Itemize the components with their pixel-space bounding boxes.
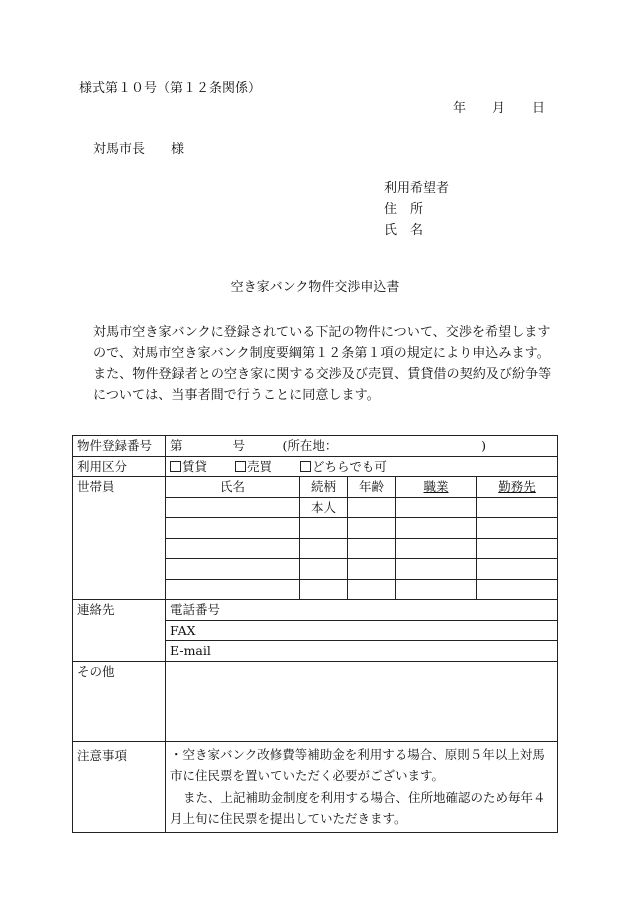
applicant-name-label[interactable]: 氏 名 <box>384 223 424 238</box>
applicant-address-label[interactable]: 住 所 <box>384 202 424 217</box>
addressee-honorific: 様 <box>171 142 185 157</box>
date-day-label: 日 <box>532 101 546 116</box>
other-row <box>73 661 558 741</box>
document-title: 空き家バンク物件交渉申込書 <box>230 280 400 295</box>
notes-label: 注意事項 <box>73 741 166 832</box>
applicant-label: 利用希望者 <box>384 181 450 196</box>
body-paragraph-2: また、物件登録者との空き家に関する交渉及び売買、賃貸借の契約及び紛争等については、当事者間で行うことに同意します。 <box>93 367 552 403</box>
household-cell[interactable] <box>348 538 396 559</box>
usage-option-sale[interactable]: 売買 <box>235 459 272 474</box>
household-cell[interactable] <box>166 518 300 539</box>
household-header-relation: 続柄 <box>300 477 348 498</box>
household-cell[interactable] <box>300 579 348 600</box>
household-cell[interactable] <box>396 518 477 539</box>
notes-content <box>166 741 558 832</box>
addressee-name: 対馬市長 <box>93 142 146 157</box>
usage-option-rent[interactable]: 賃貸 <box>170 459 207 474</box>
household-cell[interactable] <box>348 559 396 580</box>
notes-item-2: また、上記補助金制度を利用する場合、住所地確認のため毎年４月上旬に住民票を提出していただきます。 <box>170 789 546 826</box>
household-header-name: 氏名 <box>166 477 300 498</box>
household-cell[interactable] <box>166 559 300 580</box>
household-cell[interactable] <box>477 497 558 518</box>
household-cell[interactable] <box>166 579 300 600</box>
usage-row <box>73 456 558 477</box>
household-cell[interactable] <box>166 497 300 518</box>
date-year-label: 年 <box>453 101 467 116</box>
body-paragraph-1: 対馬市空き家バンクに登録されている下記の物件について、交渉を希望しますので、対馬市空き家バンク制度要綱第１２条第１項の規定により申込みます。 <box>93 325 551 361</box>
household-cell[interactable] <box>300 518 348 539</box>
household-header-workplace: 勤務先 <box>477 477 558 498</box>
household-cell[interactable] <box>348 518 396 539</box>
form-number: 様式第１０号（第１２条関係） <box>79 81 262 96</box>
household-cell[interactable] <box>300 559 348 580</box>
household-cell[interactable] <box>348 579 396 600</box>
usage-options <box>166 456 558 477</box>
applicant-block <box>384 178 449 241</box>
checkbox-icon[interactable] <box>170 461 181 472</box>
date-month-label: 月 <box>492 101 506 116</box>
checkbox-icon[interactable] <box>300 461 311 472</box>
household-cell[interactable] <box>396 538 477 559</box>
other-field[interactable] <box>166 661 558 741</box>
usage-option-either[interactable]: どちらでも可 <box>300 459 387 474</box>
application-form-table <box>72 435 558 833</box>
other-label: その他 <box>73 661 166 741</box>
contact-email-field[interactable]: E-mail <box>166 641 558 662</box>
property-number-label: 物件登録番号 <box>73 436 166 457</box>
household-cell[interactable] <box>396 559 477 580</box>
addressee <box>93 138 184 157</box>
household-cell[interactable] <box>300 538 348 559</box>
notes-item-1: ・空き家バンク改修費等補助金を利用する場合、原則５年以上対馬市に住民票を置いていただく必要がございます。 <box>170 746 545 783</box>
household-header-occupation: 職業 <box>396 477 477 498</box>
contact-row-phone <box>73 600 558 621</box>
household-cell[interactable] <box>477 538 558 559</box>
household-relation-self: 本人 <box>300 497 348 518</box>
notes-row <box>73 741 558 832</box>
household-cell[interactable] <box>477 559 558 580</box>
contact-fax-field[interactable]: FAX <box>166 620 558 641</box>
date-line <box>453 97 545 116</box>
household-label: 世帯員 <box>73 477 166 600</box>
property-number-row <box>73 436 558 457</box>
household-cell[interactable] <box>477 579 558 600</box>
household-cell[interactable] <box>396 579 477 600</box>
household-header-age: 年齢 <box>348 477 396 498</box>
body-text <box>80 322 556 406</box>
checkbox-icon[interactable] <box>235 461 246 472</box>
household-cell[interactable] <box>166 538 300 559</box>
household-cell[interactable] <box>477 518 558 539</box>
household-cell[interactable] <box>348 497 396 518</box>
household-header-row <box>73 477 558 498</box>
household-cell[interactable] <box>396 497 477 518</box>
contact-phone-field[interactable]: 電話番号 <box>166 600 558 621</box>
property-number-field[interactable]: 第 号 (所在地： ) <box>166 436 558 457</box>
contact-label: 連絡先 <box>73 600 166 662</box>
usage-label: 利用区分 <box>73 456 166 477</box>
